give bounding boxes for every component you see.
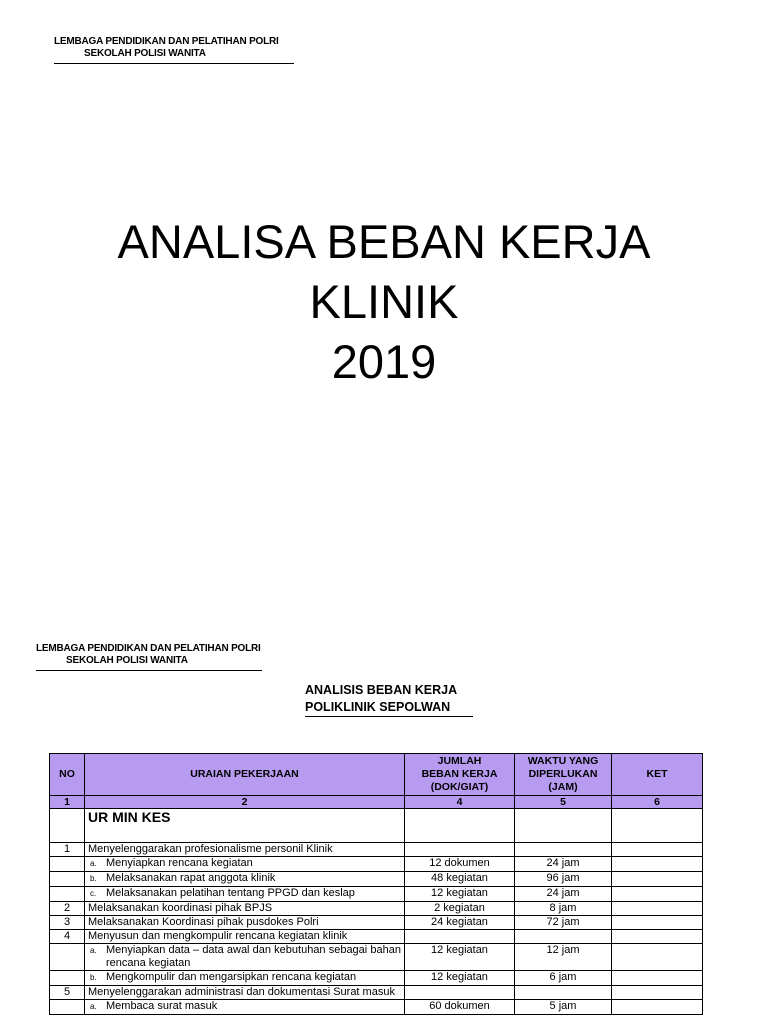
row-marker: a.	[90, 859, 97, 868]
row-waktu: 24 jam	[515, 887, 612, 902]
row-waktu: 24 jam	[515, 857, 612, 872]
document-title-line-1: ANALISIS BEBAN KERJA	[305, 683, 458, 697]
row-uraian: Menyusun dan mengkompulir rencana kegiatan klinik	[85, 930, 405, 944]
row-uraian: b. Melaksanakan rapat anggota klinik	[85, 872, 405, 887]
row-uraian: Menyelenggarakan profesionalisme personil Klinik	[85, 843, 405, 857]
row-uraian: a. Membaca surat masuk	[85, 1000, 405, 1015]
table-row	[50, 916, 703, 930]
row-jumlah	[405, 843, 515, 857]
table-row	[50, 1000, 703, 1015]
row-marker: a.	[90, 1002, 97, 1011]
row-no: 1	[50, 843, 85, 857]
cover-title	[0, 212, 768, 392]
row-uraian: Melaksanakan Koordinasi pihak pusdokes Polri	[85, 916, 405, 930]
row-no	[50, 971, 85, 986]
table-row	[50, 902, 703, 916]
row-uraian: Menyelenggarakan administrasi dan dokumentasi Surat masuk	[85, 986, 405, 1000]
row-waktu	[515, 986, 612, 1000]
institution-header-second	[36, 643, 262, 671]
cover-title-line-1: ANALISA BEBAN KERJA	[117, 215, 651, 268]
school-name: SEKOLAH POLISI WANITA	[84, 48, 206, 59]
row-no: 3	[50, 916, 85, 930]
row-marker: b.	[90, 874, 97, 883]
header-ket: KET	[612, 754, 703, 796]
row-waktu: 6 jam	[515, 971, 612, 986]
row-ket	[612, 843, 703, 857]
row-jumlah: 12 kegiatan	[405, 971, 515, 986]
row-ket	[612, 857, 703, 872]
row-no: 5	[50, 986, 85, 1000]
row-ket	[612, 986, 703, 1000]
table-row	[50, 944, 703, 971]
row-no	[50, 857, 85, 872]
header-underline	[54, 63, 294, 64]
table-row	[50, 857, 703, 872]
row-jumlah: 12 kegiatan	[405, 887, 515, 902]
row-marker: c.	[90, 889, 97, 898]
row-uraian: b. Mengkompulir dan mengarsipkan rencana kegiatan	[85, 971, 405, 986]
table-row	[50, 971, 703, 986]
row-ket	[612, 902, 703, 916]
row-uraian: Melaksanakan koordinasi pihak BPJS	[85, 902, 405, 916]
row-jumlah	[405, 986, 515, 1000]
cover-title-year: 2019	[331, 335, 437, 388]
institution-header-top	[54, 36, 294, 64]
row-waktu: 72 jam	[515, 916, 612, 930]
row-no	[50, 944, 85, 971]
row-no: 4	[50, 930, 85, 944]
row-uraian: a. Menyiapkan rencana kegiatan	[85, 857, 405, 872]
row-waktu: 5 jam	[515, 1000, 612, 1015]
row-jumlah	[405, 930, 515, 944]
row-uraian: c. Melaksanakan pelatihan tentang PPGD dan keslap	[85, 887, 405, 902]
row-ket	[612, 930, 703, 944]
table-row	[50, 843, 703, 857]
row-jumlah: 12 kegiatan	[405, 944, 515, 971]
row-jumlah: 12 dokumen	[405, 857, 515, 872]
table-row	[50, 930, 703, 944]
header-uraian: URAIAN PEKERJAAN	[85, 754, 405, 796]
row-ket	[612, 971, 703, 986]
table-row	[50, 872, 703, 887]
row-ket	[612, 887, 703, 902]
institution-name: LEMBAGA PENDIDIKAN DAN PELATIHAN POLRI	[54, 36, 279, 47]
row-waktu	[515, 843, 612, 857]
row-jumlah: 60 dokumen	[405, 1000, 515, 1015]
workload-table	[49, 753, 703, 1015]
row-uraian: a. Menyiapkan data – data awal dan kebutuhan sebagai bahan rencana kegiatan	[85, 944, 405, 971]
document-title-line-2: POLIKLINIK SEPOLWAN	[305, 699, 473, 717]
institution-name: LEMBAGA PENDIDIKAN DAN PELATIHAN POLRI	[36, 643, 261, 654]
header-waktu: WAKTU YANG DIPERLUKAN (JAM)	[515, 754, 612, 796]
row-ket	[612, 916, 703, 930]
row-jumlah: 2 kegiatan	[405, 902, 515, 916]
cover-title-line-2: KLINIK	[309, 275, 459, 328]
column-number: 6	[612, 796, 703, 809]
column-number: 5	[515, 796, 612, 809]
header-jumlah: JUMLAH BEBAN KERJA (DOK/GIAT)	[405, 754, 515, 796]
document-title	[305, 682, 473, 717]
school-name: SEKOLAH POLISI WANITA	[66, 655, 188, 666]
row-waktu: 96 jam	[515, 872, 612, 887]
row-ket	[612, 872, 703, 887]
row-waktu: 8 jam	[515, 902, 612, 916]
row-marker: a.	[90, 946, 97, 955]
row-waktu: 12 jam	[515, 944, 612, 971]
header-no: NO	[50, 754, 85, 796]
row-jumlah: 24 kegiatan	[405, 916, 515, 930]
section-title: UR MIN KES	[85, 809, 405, 843]
row-waktu	[515, 930, 612, 944]
row-no: 2	[50, 902, 85, 916]
table-row	[50, 986, 703, 1000]
row-ket	[612, 1000, 703, 1015]
row-no	[50, 887, 85, 902]
table-row	[50, 887, 703, 902]
column-number: 4	[405, 796, 515, 809]
row-jumlah: 48 kegiatan	[405, 872, 515, 887]
section-row	[50, 809, 703, 843]
row-marker: b.	[90, 973, 97, 982]
header-underline	[36, 670, 262, 671]
column-number: 1	[50, 796, 85, 809]
column-number: 2	[85, 796, 405, 809]
row-ket	[612, 944, 703, 971]
row-no	[50, 872, 85, 887]
row-no	[50, 1000, 85, 1015]
